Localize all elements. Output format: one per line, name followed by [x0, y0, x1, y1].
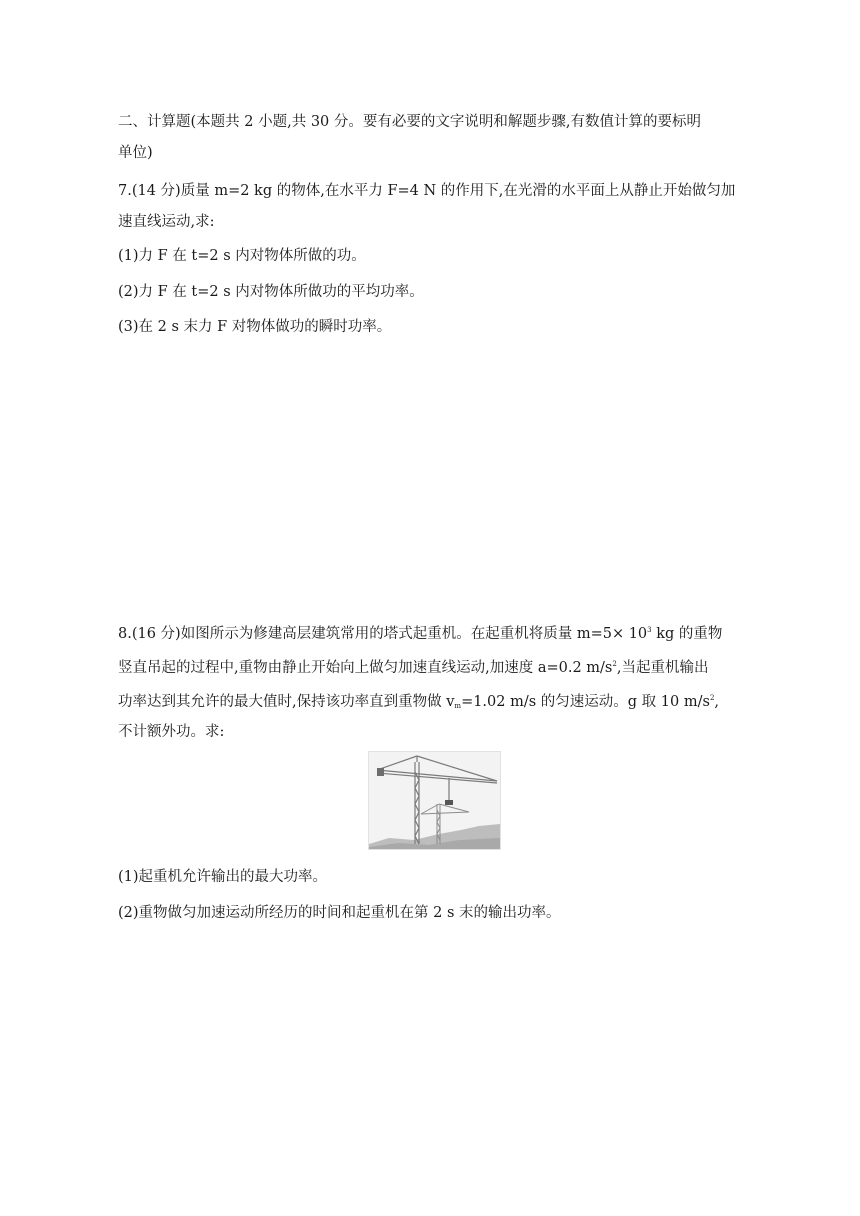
section-heading-cont: 单位): [118, 145, 153, 161]
q8-part-2: (2)重物做匀加速运动所经历的时间和起重机在第 2 s 末的输出功率。: [118, 905, 561, 921]
q8-stem-line2: [118, 654, 748, 678]
q7-part-2: (2)力 F 在 t=2 s 内对物体所做功的平均功率。: [118, 284, 424, 300]
q8-line3-exponent: 2: [709, 694, 715, 702]
q8-line3-text-b: =1.02 m/s 的匀速运动。g 取 10 m/s: [461, 694, 710, 710]
section-heading: 二、计算题(本题共 2 小题,共 30 分。要有必要的文字说明和解题步骤,有数值计算的要标明: [118, 114, 701, 130]
q8-line3-text-c: ,: [714, 694, 720, 710]
q7-part-1: (1)力 F 在 t=2 s 内对物体所做的功。: [118, 248, 366, 264]
q8-part-1: (1)起重机允许输出的最大功率。: [118, 869, 328, 885]
tower-crane-illustration: [369, 752, 500, 849]
q7-stem: 7.(14 分)质量 m=2 kg 的物体,在水平力 F=4 N 的作用下,在光滑的水平面上从静止开始做匀加: [118, 183, 736, 199]
q8-stem-text-a: 8.(16 分)如图所示为修建高层建筑常用的塔式起重机。在起重机将质量 m=5× 10: [118, 626, 648, 642]
q7-stem-cont: 速直线运动,求:: [118, 214, 215, 230]
q8-line2-exponent: 2: [612, 660, 617, 668]
tower-crane-photo: [368, 751, 501, 850]
q8-line3-text-a: 功率达到其允许的最大值时,保持该功率直到重物做 v: [118, 694, 455, 710]
q8-stem-line4: 不计额外功。求:: [118, 724, 225, 740]
q8-stem-line3: [118, 688, 748, 716]
q8-stem-text-b: kg 的重物: [651, 626, 723, 642]
q8-stem: [118, 620, 748, 644]
q8-line2-text-b: ,当起重机输出: [616, 660, 709, 676]
q8-exponent-3: 3: [647, 626, 652, 634]
q8-line3-subscript: m: [454, 702, 462, 710]
q7-part-3: (3)在 2 s 末力 F 对物体做功的瞬时功率。: [118, 319, 392, 335]
q8-line2-text-a: 竖直吊起的过程中,重物由静止开始向上做匀加速直线运动,加速度 a=0.2 m/s: [118, 660, 613, 676]
